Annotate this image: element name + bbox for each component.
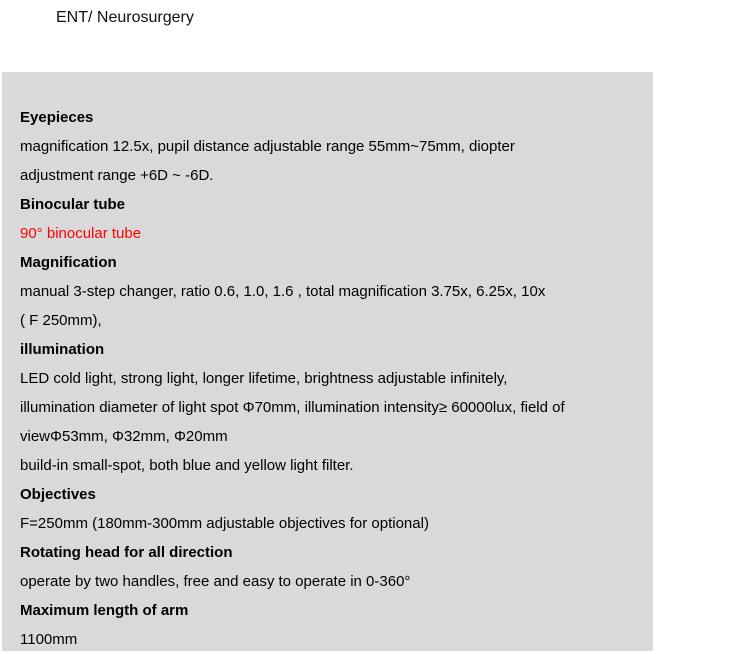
arm-length-description: 1100mm [20, 631, 78, 648]
eyepieces-heading: Eyepieces [20, 109, 94, 126]
rotating-head-heading: Rotating head for all direction [20, 544, 233, 561]
illumination-description-line-4: build-in small-spot, both blue and yellow light filter. [20, 457, 354, 474]
binocular-tube-description: 90° binocular tube [20, 225, 142, 242]
magnification-description-line-1: manual 3-step changer, ratio 0.6, 1.0, 1.6 , total magnification 3.75x, 6.25x, 10x [20, 283, 546, 300]
rotating-head-description: operate by two handles, free and easy to operate in 0-360° [20, 573, 411, 590]
specification-panel [2, 72, 653, 651]
illumination-description-line-2: illumination diameter of light spot Φ70mm, illumination intensity≥ 60000lux, field of [20, 399, 565, 416]
magnification-description-line-2: ( F 250mm), [20, 312, 102, 329]
magnification-heading: Magnification [20, 254, 117, 271]
eyepieces-description-line-2: adjustment range +6D ~ -6D. [20, 167, 214, 184]
binocular-tube-heading: Binocular tube [20, 196, 126, 213]
arm-length-heading: Maximum length of arm [20, 602, 189, 619]
eyepieces-description-line-1: magnification 12.5x, pupil distance adjustable range 55mm~75mm, diopter [20, 138, 515, 155]
objectives-heading: Objectives [20, 486, 96, 503]
illumination-description-line-3: viewΦ53mm, Φ32mm, Φ20mm [20, 428, 228, 445]
page-section-label: ENT/ Neurosurgery [56, 9, 194, 26]
illumination-description-line-1: LED cold light, strong light, longer lifetime, brightness adjustable infinitely, [20, 370, 508, 387]
specification-list [20, 103, 640, 654]
illumination-heading: illumination [20, 341, 105, 358]
objectives-description: F=250mm (180mm-300mm adjustable objectives for optional) [20, 515, 429, 532]
